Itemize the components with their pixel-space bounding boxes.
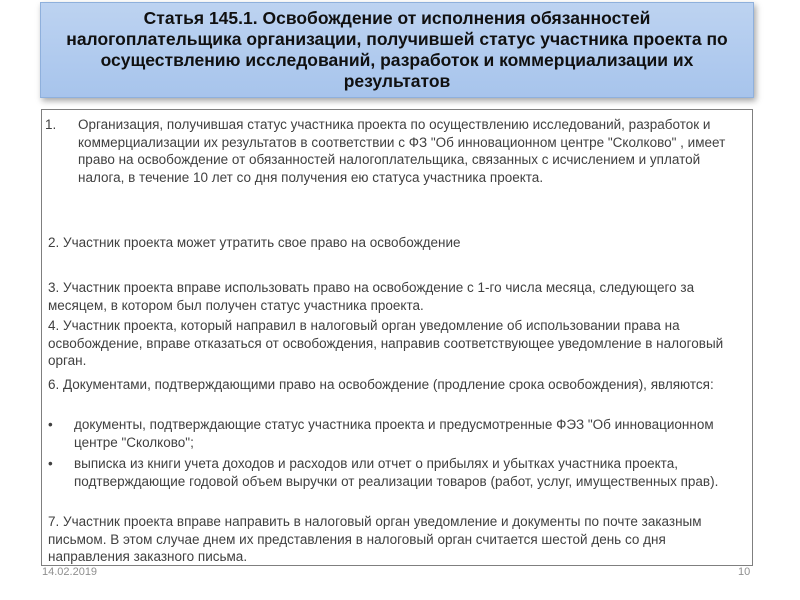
paragraph-1-text: Организация, получившая статус участника проекта по осуществлению исследований, разработок и коммерциализации их результатов в соответствии с ФЗ "Об инновационном центре "Сколково" , имеет право на освобождение от обязанностей налогоплательщика, связанных с исчислением и уплатой налога, в течение 10 лет со дня получения ею статуса участника проекта. bbox=[78, 117, 726, 185]
paragraph-6: 6. Документами, подтверждающими право на освобождение (продление срока освобождения), являются: bbox=[48, 377, 714, 392]
paragraph-3: 3. Участник проекта вправе использовать право на освобождение с 1-го числа месяца, следующего за месяцем, в котором был получен статус участника проекта. bbox=[48, 280, 695, 313]
paragraph-1 bbox=[45, 116, 745, 186]
paragraph-7: 7. Участник проекта вправе направить в налоговый орган уведомление и документы по почте заказным письмом. В этом случае днем их представления в налоговый орган считается шестой день со дня направления заказного письма. bbox=[48, 514, 702, 564]
title-box bbox=[40, 2, 754, 98]
slide-title: Статья 145.1. Освобождение от исполнения обязанностей налогоплательщика организации, получившей статус участника проекта по осуществлению исследований, разработок и коммерциализации их результатов bbox=[66, 8, 728, 91]
bullet-2-text: выписка из книги учета доходов и расходов или отчет о прибылях и убытках участника проекта, подтверждающие годовой объем выручки от реализации товаров (работ, услуг, имущественных прав). bbox=[74, 456, 719, 489]
bullet-item-1 bbox=[48, 416, 744, 451]
bullet-1-text: документы, подтверждающие статус участника проекта и предусмотренные ФЭЗ "Об инновационном центре "Сколково"; bbox=[74, 417, 714, 450]
footer-date: 14.02.2019 bbox=[42, 566, 98, 578]
page-number: 10 bbox=[738, 566, 751, 578]
bullet-item-2 bbox=[48, 455, 744, 490]
content-box bbox=[41, 109, 753, 566]
paragraph-4: 4. Участник проекта, который направил в налоговый орган уведомление об использовании права на освобождение, вправе отказаться от освобождения, направив соответствующее уведомление в налоговый орган. bbox=[48, 318, 724, 368]
bullet-icon: • bbox=[48, 456, 53, 471]
paragraph-2: 2. Участник проекта может утратить свое право на освобождение bbox=[48, 235, 461, 250]
bullet-icon: • bbox=[48, 417, 53, 432]
paragraph-1-number: 1. bbox=[45, 117, 57, 132]
